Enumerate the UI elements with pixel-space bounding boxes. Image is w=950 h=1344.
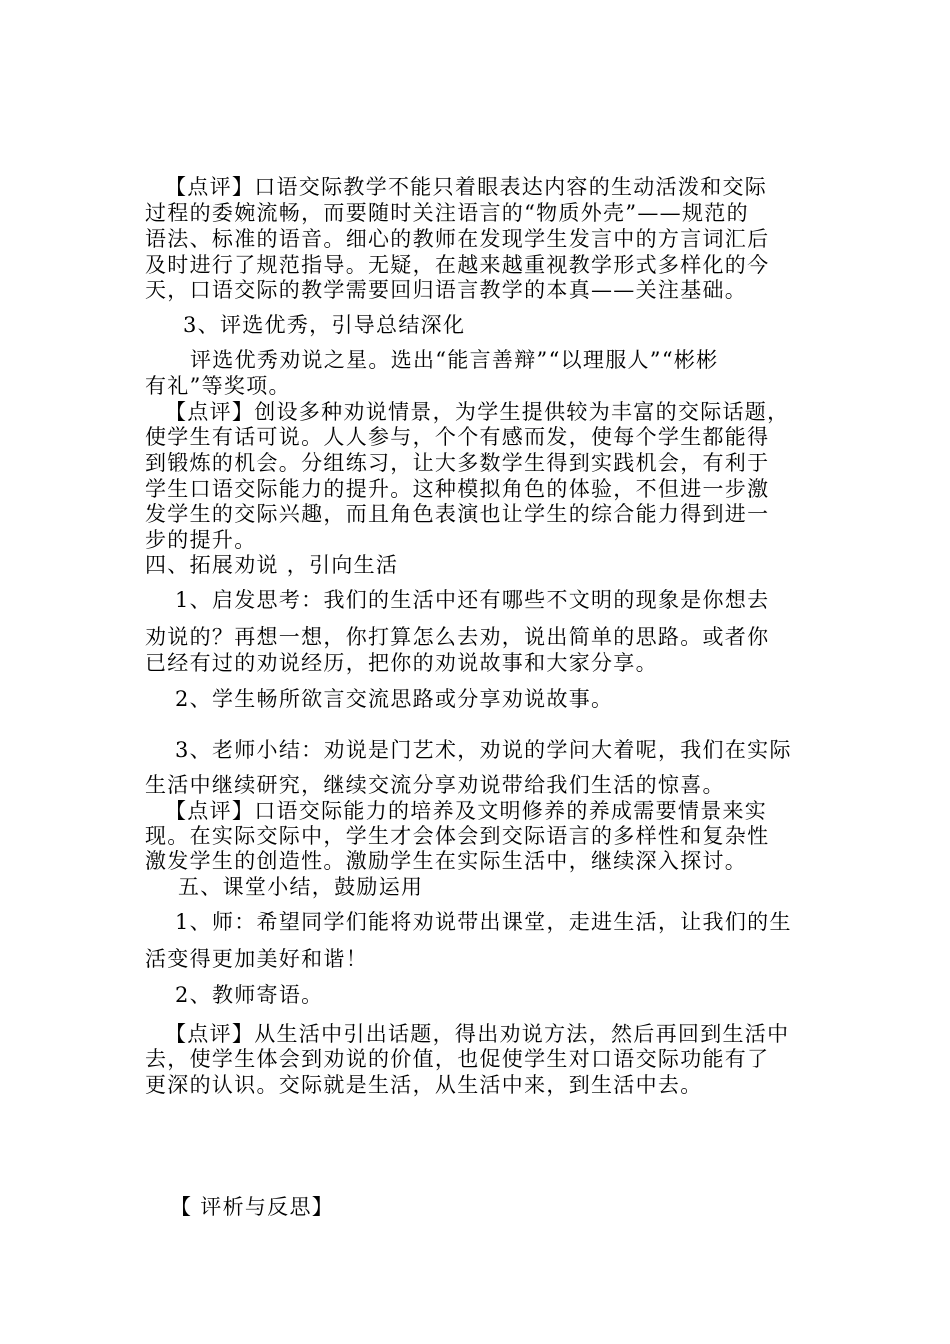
text-line: 去，使学生体会到劝说的价值，也促使学生对口语交际功能有了 [145,1047,770,1071]
text-line: 过程的委婉流畅，而要随时关注语言的“物质外壳”——规范的 [145,201,749,225]
text-line: 【点评】从生活中引出话题，得出劝说方法，然后再回到生活中 [165,1022,790,1046]
text-line: 1、启发思考：我们的生活中还有哪些不文明的现象是你想去 [175,588,770,612]
text-line: 【点评】创设多种劝说情景，为学生提供较为丰富的交际话题， [165,400,790,424]
text-line: 1、师：希望同学们能将劝说带出课堂，走进生活，让我们的生 [175,910,792,934]
text-line: 步的提升。 [145,528,257,552]
text-line: 2、教师寄语。 [175,983,324,1007]
text-line: 劝说的？再想一想，你打算怎么去劝，说出简单的思路。或者你 [145,625,770,649]
text-line: 现。在实际交际中，学生才会体会到交际语言的多样性和复杂性 [145,824,770,848]
text-line: 生活中继续研究，继续交流分享劝说带给我们生活的惊喜。 [145,773,725,797]
text-line: 3、评选优秀，引导总结深化 [183,313,466,337]
text-line: 已经有过的劝说经历，把你的劝说故事和大家分享。 [145,651,658,675]
text-line: 天，口语交际的教学需要回归语言教学的本真——关注基础。 [145,278,748,302]
text-line: 五、课堂小结，鼓励运用 [178,875,424,899]
text-line: 学生口语交际能力的提升。这种模拟角色的体验，不但进一步激 [145,477,770,501]
text-line: 更深的认识。交际就是生活，从生活中来，到生活中去。 [145,1073,703,1097]
text-line: 发学生的交际兴趣，而且角色表演也让学生的综合能力得到进一 [145,502,770,526]
text-line: 评选优秀劝说之星。选出“能言善辩”“以理服人”“彬彬 [190,348,719,372]
text-line: 到锻炼的机会。分组练习，让大多数学生得到实践机会，有利于 [145,451,770,475]
text-line: 3、老师小结：劝说是门艺术，劝说的学问大着呢，我们在实际 [175,738,792,762]
text-line: 语法、标准的语音。细心的教师在发现学生发言中的方言词汇后 [145,227,770,251]
text-line: 【点评】口语交际教学不能只着眼表达内容的生动活泼和交际 [165,175,768,199]
text-line: 【点评】口语交际能力的培养及文明修养的养成需要情景来实 [165,799,768,823]
text-line: 有礼”等奖项。 [145,374,291,398]
text-line: 四、拓展劝说 ，引向生活 [145,553,399,577]
text-line: 2、学生畅所欲言交流思路或分享劝说故事。 [175,687,614,711]
text-line: 激发学生的创造性。激励学生在实际生活中，继续深入探讨。 [145,849,748,873]
text-line: 使学生有话可说。人人参与，个个有感而发，使每个学生都能得 [145,425,770,449]
text-line: 【 评析与反思】 [170,1195,335,1219]
text-line: 活变得更加美好和谐！ [145,947,368,971]
text-line: 及时进行了规范指导。无疑，在越来越重视教学形式多样化的今 [145,253,770,277]
